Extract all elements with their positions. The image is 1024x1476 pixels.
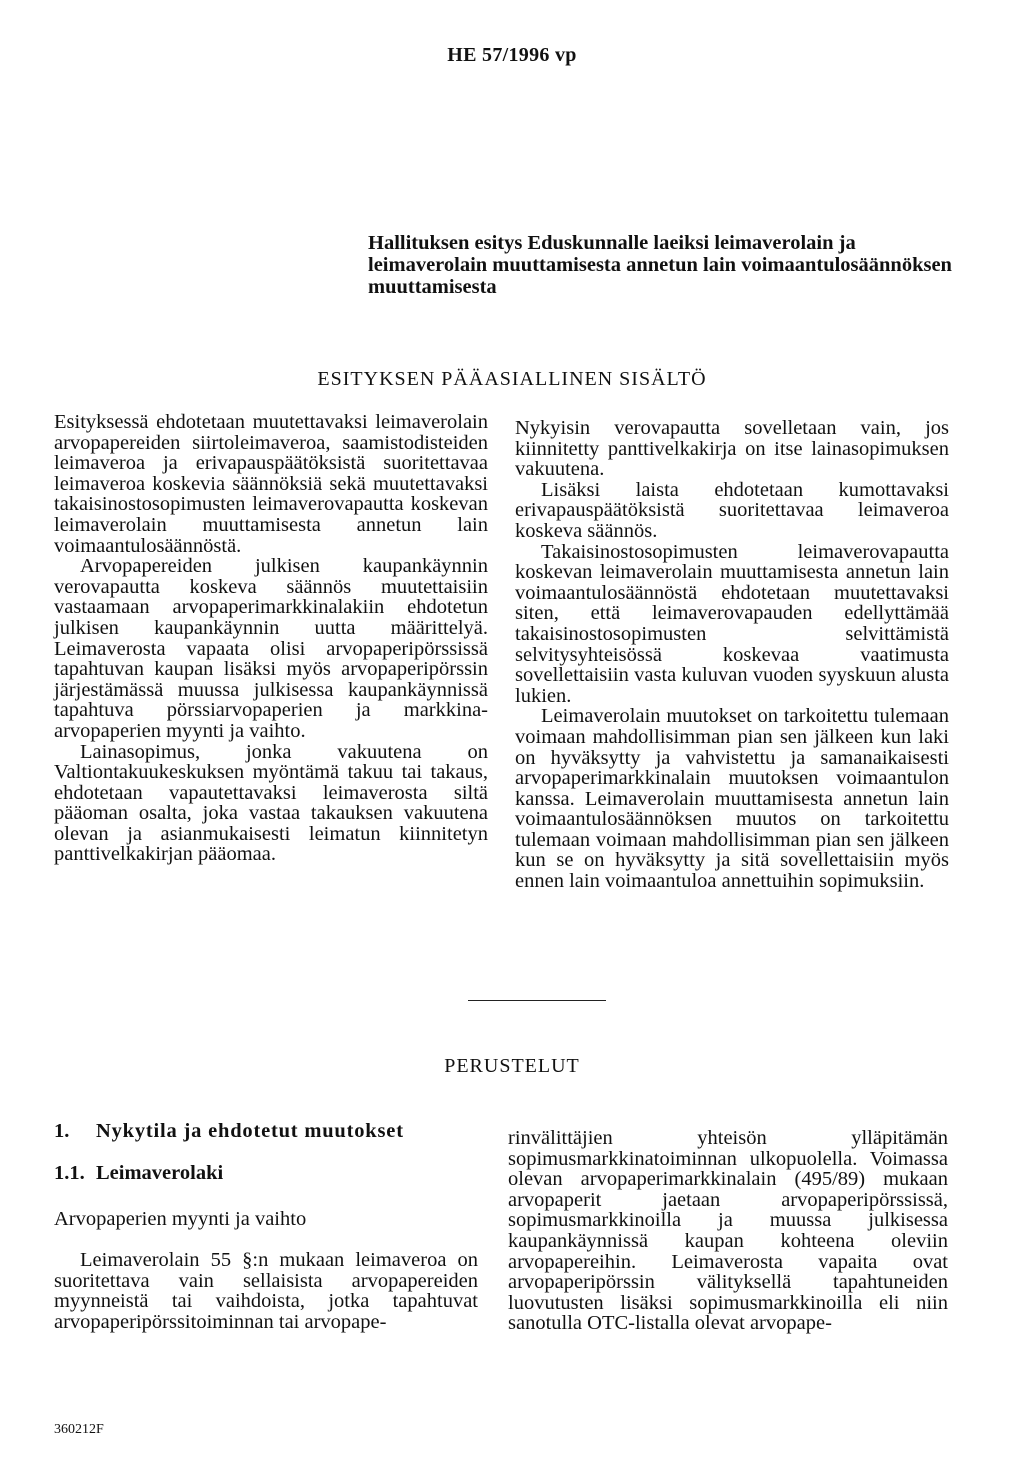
section-1-number: 1. [54, 1120, 70, 1142]
page-header-title: HE 57/1996 vp [447, 44, 577, 66]
summary-right-paragraph: Nykyisin verovapautta sovelletaan vain, jos kiinnitetty panttivelkakirja on itse lainasopimuksen vakuutena. [515, 417, 949, 481]
section-1-title: Nykytila ja ehdotetut muutokset [96, 1120, 404, 1142]
body-right-paragraph: rinvälittäjien yhteisön ylläpitämän sopimusmarkkinatoiminnan ulkopuolella. Voimassa olevan arvopaperimarkkinalain (495/89) mukaan arvopaperit jaetaan arvopaperipörssissä, sopimusmarkkinoilla ja muussa julkisessa kaupankäynnissä kaupan kohteena oleviin arvopapereihin. Leimaverosta vapaita ovat arvopaperipörssin välityksellä tapahtuneiden luovutusten lisäksi sopimusmarkkinoilla eli niin sanotulla OTC-listalla olevat arvopape- [508, 1127, 948, 1335]
document-title: Hallituksen esitys Eduskunnalle laeiksi leimaverolain ja leimaverolain muuttamisesta annetun lain voimaantulosäännöksen muuttamisesta [368, 232, 952, 298]
summary-heading: ESITYKSEN PÄÄASIALLINEN SISÄLTÖ [317, 368, 707, 390]
summary-right-paragraph: Lisäksi laista ehdotetaan kumottavaksi erivapauspäätöksistä suoritettavaa leimaveroa koskeva säännös. [515, 478, 949, 542]
body-left-column [54, 1250, 478, 1332]
summary-left-paragraph: Esityksessä ehdotetaan muutettavaksi leimaverolain arvopapereiden siirtoleimaveroa, saamistodisteiden leimaveroa ja erivapauspäätöksistä suoritettavaa leimaveroa koskevia säännöksiä sekä muutettavaksi takaisinostosopimusten leimaverovapautta koskevan leimaverolain muuttamisesta annetun lain voimaantulosäännöstä. [54, 411, 488, 557]
perustelut-heading: PERUSTELUT [444, 1055, 580, 1077]
section-1-1-heading [54, 1162, 223, 1185]
page-code: 360212F [54, 1422, 104, 1437]
summary-right-paragraph: Leimaverolain muutokset on tarkoitettu tulemaan voimaan mahdollisimman pian sen jälkeen kun laki on hyväksytty ja vahvistettu ja samanaikaisesti arvopaperimarkkinalain muutoksen voimaantulon kanssa. Leimaverolain muuttamisesta annetun lain voimaantulosäännöksen muutos on tarkoitettu tulemaan voimaan mahdollisimman pian sen jälkeen kun se on hyväksytty ja sitä sovellettaisiin myös ennen lain voimaantuloa annettuihin sopimuksiin. [515, 705, 949, 893]
body-right-column [508, 1128, 948, 1334]
summary-left-column [54, 412, 488, 865]
summary-right-paragraph: Takaisinostosopimusten leimaverovapautta koskevan leimaverolain muuttamisesta annetun lain voimaantulosäännöstä ehdotetaan muutettavaksi siten, että leimaverovapauden edellyttämää takaisinostosopimusten selvittämistä selvitysyhteisössä koskevaa vaatimusta sovellettaisiin vasta kuluvan vuoden syyskuun alusta lukien. [515, 540, 949, 707]
section-1-1-title: Leimaverolaki [96, 1162, 224, 1184]
summary-right-column [515, 418, 949, 892]
section-1-heading [54, 1120, 404, 1143]
section-1-1-number: 1.1. [54, 1162, 85, 1184]
body-left-paragraph: Leimaverolain 55 §:n mukaan leimaveroa on suoritettava vain sellaisista arvopapereiden myynneistä tai vaihdoista, jotka tapahtuvat arvopaperipörssitoiminnan tai arvopape- [54, 1249, 478, 1333]
summary-left-paragraph: Arvopapereiden julkisen kaupankäynnin verovapautta koskeva säännös muutettaisiin vastaamaan arvopaperimarkkinalakiin ehdotetun julkisen kaupankäynnin uutta määrittelyä. Leimaverosta vapaata olisi arvopaperipörssissä tapahtuvan kaupan lisäksi myös arvopaperipörssin järjestämässä muussa julkisessa kaupankäynnissä tapahtuva pörssiarvopaperien ja markkina-arvopaperien myynti ja vaihto. [54, 555, 488, 742]
subsection-heading: Arvopaperien myynti ja vaihto [54, 1208, 307, 1230]
summary-left-paragraph: Lainasopimus, jonka vakuutena on Valtiontakuukeskuksen myöntämä takuu tai takaus, ehdotetaan vapautettavaksi leimaverosta siltä pääoman osalta, joka vastaa takauksen vakuutena olevan ja asianmukaisesti leimatun kiinnitetyn panttivelkakirjan pääomaa. [54, 740, 488, 866]
section-divider [468, 1000, 606, 1001]
